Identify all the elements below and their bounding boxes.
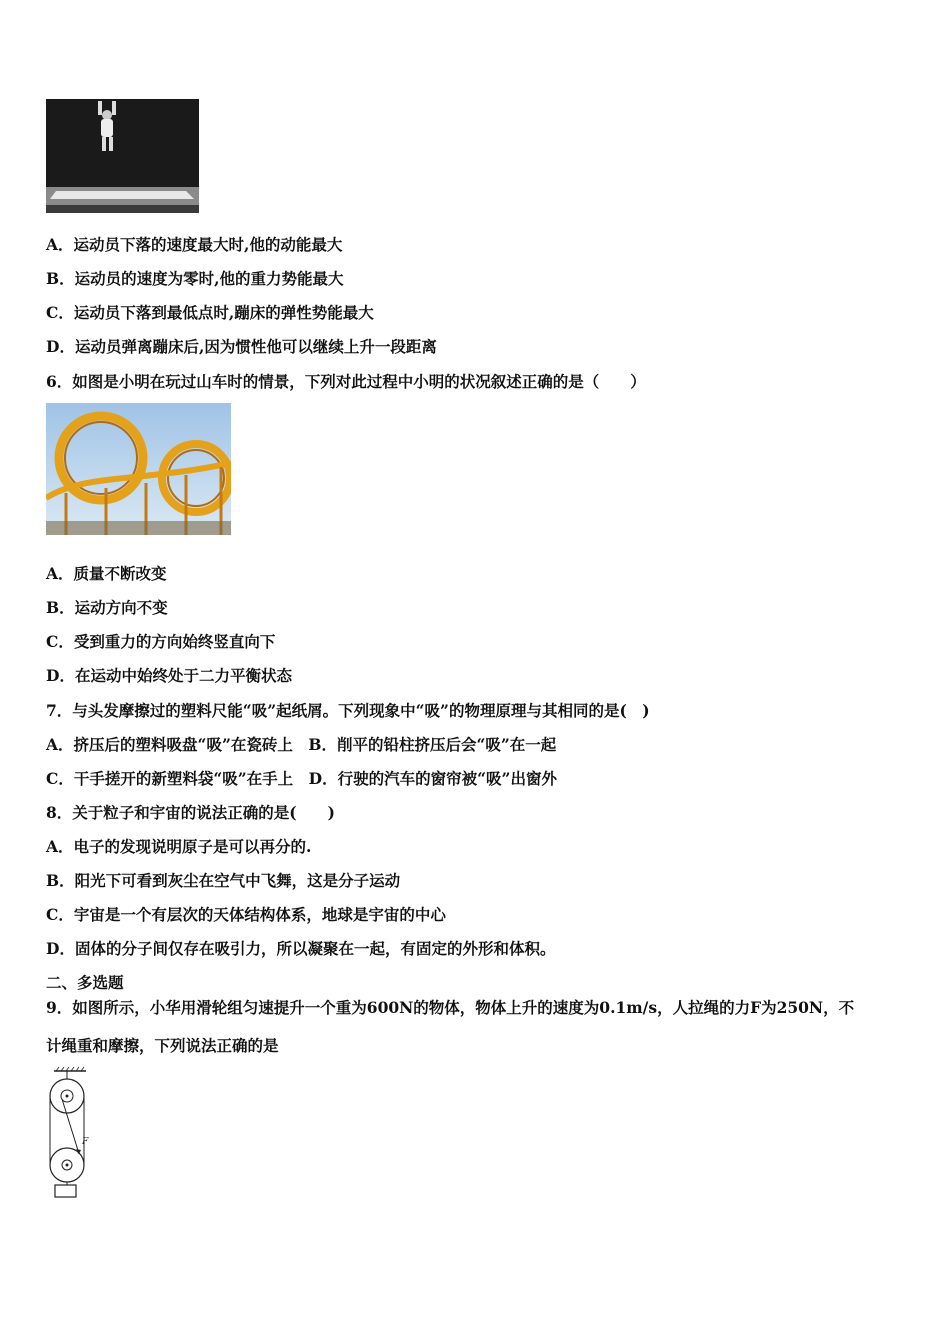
force-label: F (82, 1137, 89, 1147)
q9-stem-line1: 9．如图所示，小华用滑轮组匀速提升一个重为600N的物体，物体上升的速度为0.1m/s，人拉绳的力F为250N，不 (46, 998, 855, 1017)
q6-option-b: B．运动方向不变 (46, 598, 168, 617)
pulley-diagram (46, 1066, 96, 1202)
section-title: 二、多选题 (46, 973, 124, 992)
q9-stem-line2: 计绳重和摩擦，下列说法正确的是 (46, 1036, 279, 1055)
q8-option-d: D．固体的分子间仅存在吸引力，所以凝聚在一起，有固定的外形和体积。 (46, 939, 556, 958)
q8-option-c: C．宇宙是一个有层次的天体结构体系，地球是宇宙的中心 (46, 905, 446, 924)
q5-option-c: C．运动员下落到最低点时,蹦床的弹性势能最大 (46, 303, 374, 322)
q8-option-a: A．电子的发现说明原子是可以再分的. (46, 837, 312, 856)
q5-option-a: A．运动员下落的速度最大时,他的动能最大 (46, 235, 343, 254)
q8-stem: 8．关于粒子和宇宙的说法正确的是( ) (46, 803, 335, 822)
q6-option-a: A．质量不断改变 (46, 564, 167, 583)
q6-stem: 6．如图是小明在玩过山车时的情景，下列对此过程中小明的状况叙述正确的是（ ） (46, 372, 646, 391)
roller-coaster-image (46, 403, 231, 539)
trampoline-image (46, 99, 199, 217)
q5-option-b: B．运动员的速度为零时,他的重力势能最大 (46, 269, 344, 288)
q6-option-c: C．受到重力的方向始终竖直向下 (46, 632, 276, 651)
q7-stem: 7．与头发摩擦过的塑料尺能“吸”起纸屑。下列现象中“吸”的物理原理与其相同的是( ) (46, 701, 650, 720)
q7-options-cd: C．干手搓开的新塑料袋“吸”在手上 D．行驶的汽车的窗帘被“吸”出窗外 (46, 769, 557, 788)
q8-option-b: B．阳光下可看到灰尘在空气中飞舞，这是分子运动 (46, 871, 401, 890)
q5-option-d: D．运动员弹离蹦床后,因为惯性他可以继续上升一段距离 (46, 337, 437, 356)
q7-options-ab: A．挤压后的塑料吸盘“吸”在瓷砖上 B．削平的铅柱挤压后会“吸”在一起 (46, 735, 557, 754)
q6-option-d: D．在运动中始终处于二力平衡状态 (46, 666, 292, 685)
